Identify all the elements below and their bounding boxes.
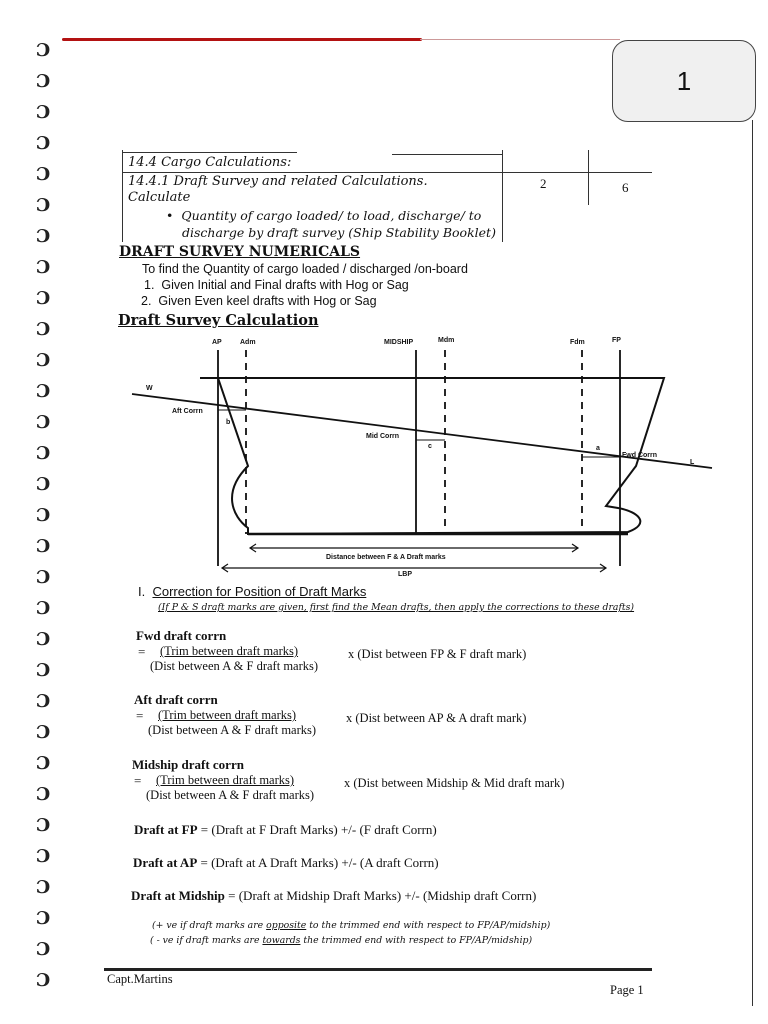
correction-title: Correction for Position of Draft Marks [152,584,367,599]
binding-ring: Ɔ [36,753,51,774]
formula-denominator: (Dist between A & F draft marks) [150,659,319,673]
draft-at-ap [133,855,439,871]
binding-ring: Ɔ [36,102,51,123]
binding-ring: Ɔ [36,691,51,712]
draft-at-midship [131,888,536,904]
binding-ring: Ɔ [36,784,51,805]
syllabus-table [122,150,682,242]
binding-ring: Ɔ [36,815,51,836]
note-negative-key: towards [262,935,301,946]
binding-ring: Ɔ [36,226,51,247]
binding-ring: Ɔ [36,195,51,216]
label-fp: FP [612,337,621,344]
binding-ring: Ɔ [36,970,51,991]
note-positive [152,920,550,931]
draft-at-midship-label: Draft at Midship [131,888,225,903]
hull-outline [200,378,664,534]
footer-author: Capt.Martins [107,972,173,986]
formula-equals: = [138,644,146,659]
binding-ring: Ɔ [36,474,51,495]
formula-denominator: (Dist between A & F draft marks) [148,723,317,737]
bullet-quantity-of-cargo: • Quantity of cargo loaded/ to load, discharge/ to [166,208,482,223]
binding-ring: Ɔ [36,164,51,185]
formula-numerator: (Trim between draft marks) [158,708,297,722]
page-number: 1 [676,65,692,96]
label-mid-corrn: Mid Corrn [366,433,400,440]
formula-title: Midship draft corrn [132,757,244,772]
bullet-text-line2: discharge by draft survey (Ship Stability Booklet) [182,225,496,240]
list-item-1 [144,278,409,292]
label-a: a [596,445,600,452]
label-adm: Adm [240,339,256,346]
calc-title: Draft Survey Calculation [118,312,319,329]
label-fdm: Fdm [570,339,585,346]
label-aft-corrn: Aft Corrn [172,408,203,415]
binding-ring: Ɔ [36,939,51,960]
list-item-text: Given Even keel drafts with Hog or Sag [158,294,377,308]
table-row-divider [122,172,652,173]
draft-at-ap-text: = (Draft at A Draft Marks) +/- (A draft Corrn) [197,855,439,870]
label-b: b [226,419,231,426]
table-col-divider-2 [588,150,589,205]
binding-ring: Ɔ [36,257,51,278]
top-faint-rule [420,39,620,40]
list-item-num: 2. [141,294,152,308]
note-positive-pre: (+ ve if draft marks are [152,920,267,931]
binding-ring: Ɔ [36,412,51,433]
correction-num: I. [138,584,146,599]
note-positive-key: opposite [266,920,307,931]
label-c: c [428,443,432,450]
binding-ring: Ɔ [36,381,51,402]
formula-title: Fwd draft corrn [136,628,227,643]
formula-multiplier: x (Dist between FP & F draft mark) [348,647,527,661]
table-row-calculate: Calculate [128,190,191,205]
binding-ring: Ɔ [36,40,51,61]
binding-ring: Ɔ [36,629,51,650]
top-red-rule [62,38,422,41]
binding-ring: Ɔ [36,350,51,371]
formula-title: Aft draft corrn [134,692,218,707]
section-title: DRAFT SURVEY NUMERICALS [119,244,361,260]
binding-ring: Ɔ [36,722,51,743]
binding-ring: Ɔ [36,567,51,588]
table-row-cargo-calculations: 14.4 Cargo Calculations: [128,155,292,170]
draft-at-midship-text: = (Draft at Midship Draft Marks) +/- (Midship draft Corrn) [224,888,537,903]
label-w: W [146,385,153,392]
label-ap: AP [212,339,222,346]
correction-heading [138,584,366,599]
note-negative-post: the trimmed end with respect to FP/AP/midship) [300,935,533,946]
binding-ring: Ɔ [36,846,51,867]
formula-multiplier: x (Dist between AP & A draft mark) [346,711,527,725]
list-item-num: 1. [144,278,155,292]
binding-ring: Ɔ [36,877,51,898]
formula-denominator: (Dist between A & F draft marks) [146,788,315,802]
binding-ring: Ɔ [36,505,51,526]
label-mdm: Mdm [438,337,455,344]
list-item-text: Given Initial and Final drafts with Hog or Sag [161,278,409,292]
binding-ring: Ɔ [36,288,51,309]
note-negative [150,935,532,946]
label-midship: MIDSHIP [384,339,414,346]
table-border-left [122,150,123,242]
draft-at-fp [134,822,437,838]
intro-text: To find the Quantity of cargo loaded / discharged /on-board [142,262,468,276]
footer-page: Page 1 [610,983,644,997]
label-distance: Distance between F & A Draft marks [326,554,446,561]
draft-at-ap-label: Draft at AP [133,855,198,870]
binding-ring: Ɔ [36,133,51,154]
footer-rule [104,968,652,971]
formula-numerator: (Trim between draft marks) [156,773,295,787]
binding-ring: Ɔ [36,443,51,464]
formula-equals: = [136,708,144,723]
binding-ring: Ɔ [36,598,51,619]
binding-ring: Ɔ [36,536,51,557]
page-number-box [612,40,756,122]
table-row-draft-survey: 14.4.1 Draft Survey and related Calculations. [128,174,428,189]
formula-equals: = [134,773,142,788]
draft-at-fp-text: = (Draft at F Draft Marks) +/- (F draft Corrn) [197,822,437,837]
correction-note: (If P & S draft marks are given, first find the Mean drafts, then apply the corrections to these drafts) [158,602,635,613]
list-item-2 [141,294,377,308]
label-fwd-corrn: Fwd Corrn [622,452,657,459]
binding-ring: Ɔ [36,319,51,340]
binding-ring: Ɔ [36,71,51,92]
bullet-text-line1: Quantity of cargo loaded/ to load, discharge/ to [181,208,482,223]
table-col-divider-1 [502,150,503,242]
note-negative-pre: ( - ve if draft marks are [150,935,263,946]
table-border-top [122,152,297,153]
table-border-top-dashed [392,154,502,155]
table-cell-2: 2 [540,176,547,191]
table-cell-6: 6 [622,180,629,195]
note-positive-post: to the trimmed end with respect to FP/AP/midship) [306,920,551,931]
formula-numerator: (Trim between draft marks) [160,644,299,658]
binding-ring: Ɔ [36,908,51,929]
label-lbp: LBP [398,571,412,578]
draft-survey-diagram [0,330,768,582]
binding-ring: Ɔ [36,660,51,681]
label-l: L [690,459,695,466]
draft-at-fp-label: Draft at FP [134,822,198,837]
formula-multiplier: x (Dist between Midship & Mid draft mark) [344,776,565,790]
